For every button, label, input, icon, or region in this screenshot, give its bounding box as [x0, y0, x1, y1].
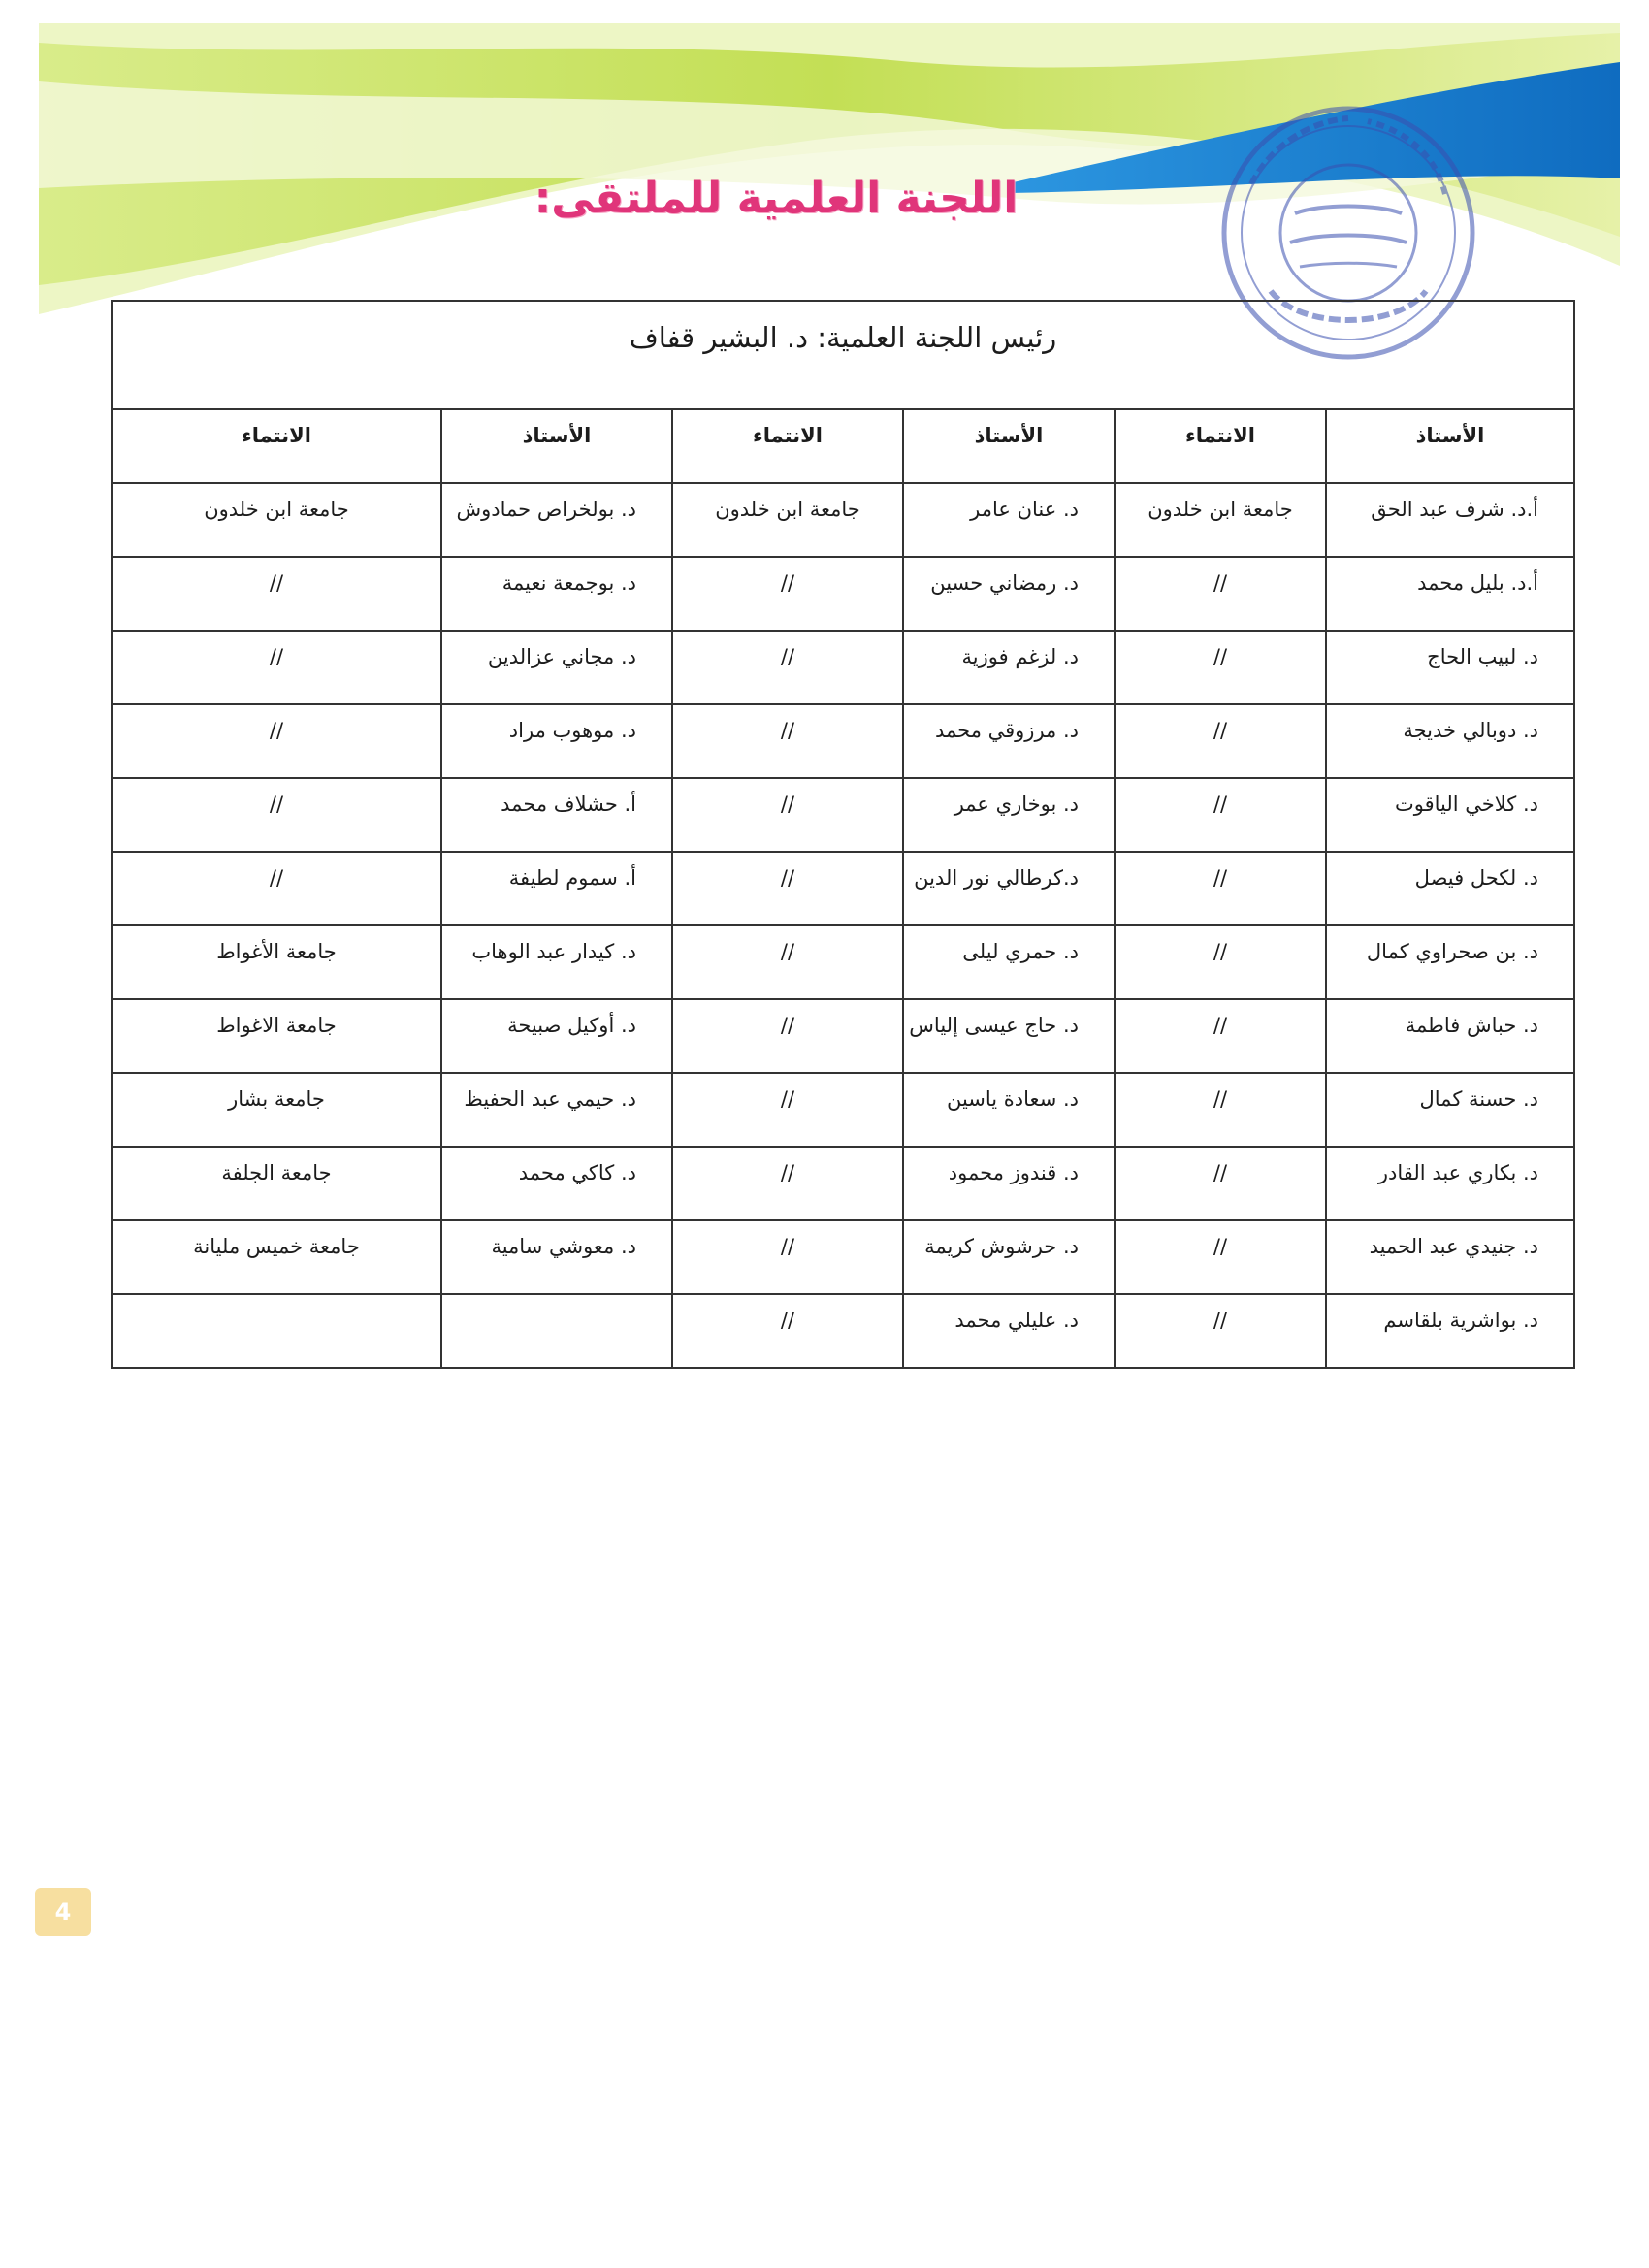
affiliation-cell: //	[672, 631, 903, 704]
professor-cell: د. عليلي محمد	[903, 1294, 1115, 1368]
column-header-affiliation: الانتماء	[672, 409, 903, 483]
affiliation-cell: جامعة ابن خلدون	[672, 483, 903, 557]
professor-cell: د. كلاخي الياقوت	[1326, 778, 1574, 852]
affiliation-cell	[112, 1294, 441, 1368]
professor-cell: د. بوجمعة نعيمة	[441, 557, 672, 631]
page-title: اللجنة العلمية للملتقى:	[534, 174, 1018, 224]
affiliation-cell: جامعة الأغواط	[112, 925, 441, 999]
professor-cell	[441, 1294, 672, 1368]
column-header-affiliation: الانتماء	[1115, 409, 1326, 483]
professor-cell: د. كيدار عبد الوهاب	[441, 925, 672, 999]
committee-table	[111, 300, 1575, 1369]
affiliation-cell: //	[672, 852, 903, 925]
table-row	[112, 778, 1574, 852]
affiliation-cell: //	[672, 1147, 903, 1220]
professor-cell: د. بن صحراوي كمال	[1326, 925, 1574, 999]
affiliation-cell: //	[1115, 852, 1326, 925]
professor-cell: د. حرشوش كريمة	[903, 1220, 1115, 1294]
professor-cell: د. لبيب الحاج	[1326, 631, 1574, 704]
professor-cell: د. مرزوقي محمد	[903, 704, 1115, 778]
affiliation-cell: //	[672, 778, 903, 852]
professor-cell: د. حيمي عبد الحفيظ	[441, 1073, 672, 1147]
table-row	[112, 1294, 1574, 1368]
professor-cell: د. لزغم فوزية	[903, 631, 1115, 704]
professor-cell: د. بكاري عبد القادر	[1326, 1147, 1574, 1220]
professor-cell: د. بواشرية بلقاسم	[1326, 1294, 1574, 1368]
table-row	[112, 483, 1574, 557]
affiliation-cell: جامعة الاغواط	[112, 999, 441, 1073]
table-row	[112, 631, 1574, 704]
professor-cell: أ. سموم لطيفة	[441, 852, 672, 925]
professor-cell: أ. حشلاف محمد	[441, 778, 672, 852]
affiliation-cell: //	[672, 1220, 903, 1294]
affiliation-cell: //	[1115, 778, 1326, 852]
affiliation-cell: //	[112, 557, 441, 631]
committee-chair: رئيس اللجنة العلمية: د. البشير قفاف	[112, 301, 1574, 409]
professor-cell: د.كرطالي نور الدين	[903, 852, 1115, 925]
affiliation-cell: جامعة خميس مليانة	[112, 1220, 441, 1294]
chair-row	[112, 301, 1574, 409]
column-header-professor: الأستاذ	[441, 409, 672, 483]
affiliation-cell: //	[672, 1294, 903, 1368]
professor-cell: د. حمري ليلى	[903, 925, 1115, 999]
table-row	[112, 557, 1574, 631]
committee-table-container	[111, 300, 1573, 1369]
affiliation-cell: //	[1115, 1147, 1326, 1220]
affiliation-cell: //	[672, 704, 903, 778]
affiliation-cell: //	[1115, 1294, 1326, 1368]
header-row	[112, 409, 1574, 483]
professor-cell: د. دوبالي خديجة	[1326, 704, 1574, 778]
affiliation-cell: //	[1115, 999, 1326, 1073]
professor-cell: أ.د. شرف عبد الحق	[1326, 483, 1574, 557]
affiliation-cell: //	[1115, 925, 1326, 999]
affiliation-cell: //	[1115, 704, 1326, 778]
affiliation-cell: //	[1115, 631, 1326, 704]
affiliation-cell: //	[672, 557, 903, 631]
affiliation-cell: جامعة بشار	[112, 1073, 441, 1147]
affiliation-cell: جامعة الجلفة	[112, 1147, 441, 1220]
column-header-affiliation: الانتماء	[112, 409, 441, 483]
professor-cell: د. كاكي محمد	[441, 1147, 672, 1220]
table-row	[112, 1147, 1574, 1220]
table-row	[112, 1073, 1574, 1147]
affiliation-cell: //	[112, 778, 441, 852]
professor-cell: د. معوشي سامية	[441, 1220, 672, 1294]
affiliation-cell: //	[112, 852, 441, 925]
affiliation-cell: //	[672, 1073, 903, 1147]
column-header-professor: الأستاذ	[903, 409, 1115, 483]
professor-cell: د. حاج عيسى إلياس	[903, 999, 1115, 1073]
professor-cell: د. قندوز محمود	[903, 1147, 1115, 1220]
professor-cell: د. بوخاري عمر	[903, 778, 1115, 852]
professor-cell: د. موهوب مراد	[441, 704, 672, 778]
professor-cell: د. جنيدي عبد الحميد	[1326, 1220, 1574, 1294]
professor-cell: أ.د. بليل محمد	[1326, 557, 1574, 631]
professor-cell: د. حباش فاطمة	[1326, 999, 1574, 1073]
table-row	[112, 852, 1574, 925]
affiliation-cell: //	[1115, 1220, 1326, 1294]
professor-cell: د. حسنة كمال	[1326, 1073, 1574, 1147]
affiliation-cell: //	[1115, 1073, 1326, 1147]
page-number: 4	[35, 1888, 91, 1936]
column-header-professor: الأستاذ	[1326, 409, 1574, 483]
table-row	[112, 704, 1574, 778]
affiliation-cell: //	[112, 704, 441, 778]
affiliation-cell: //	[672, 999, 903, 1073]
table-row	[112, 1220, 1574, 1294]
affiliation-cell: //	[112, 631, 441, 704]
professor-cell: د. لكحل فيصل	[1326, 852, 1574, 925]
professor-cell: د. سعادة ياسين	[903, 1073, 1115, 1147]
table-row	[112, 925, 1574, 999]
affiliation-cell: جامعة ابن خلدون	[1115, 483, 1326, 557]
professor-cell: د. عنان عامر	[903, 483, 1115, 557]
affiliation-cell: جامعة ابن خلدون	[112, 483, 441, 557]
professor-cell: د. بولخراص حمادوش	[441, 483, 672, 557]
table-row	[112, 999, 1574, 1073]
affiliation-cell: //	[1115, 557, 1326, 631]
professor-cell: د. مجاني عزالدين	[441, 631, 672, 704]
professor-cell: د. أوكيل صبيحة	[441, 999, 672, 1073]
professor-cell: د. رمضاني حسين	[903, 557, 1115, 631]
affiliation-cell: //	[672, 925, 903, 999]
